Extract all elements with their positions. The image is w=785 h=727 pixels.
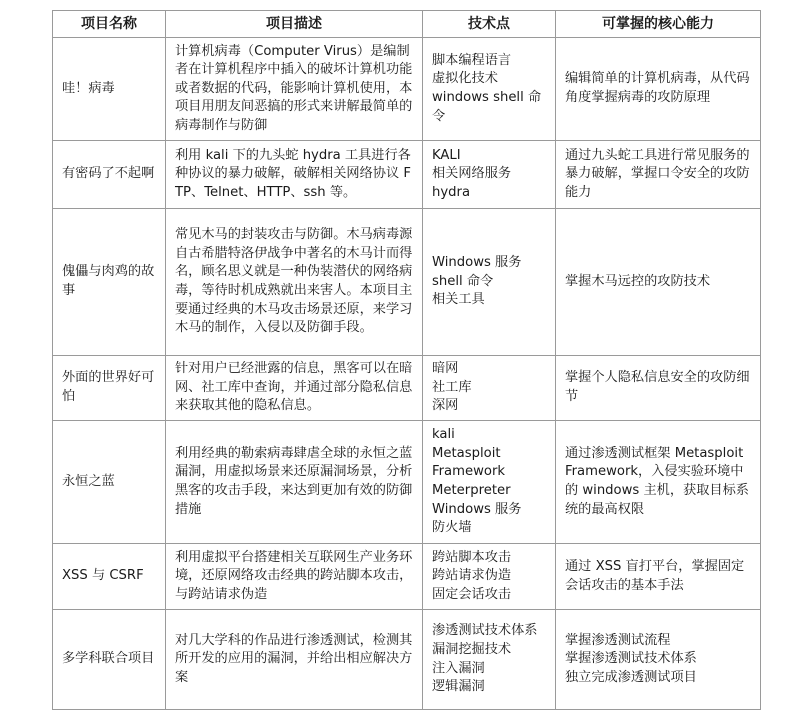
core-ability-cell: 编辑简单的计算机病毒，从代码角度掌握病毒的攻防原理 [556, 38, 761, 141]
project-name-cell: 永恒之蓝 [53, 421, 166, 544]
core-ability-cell: 通过九头蛇工具进行常见服务的暴力破解，掌握口令安全的攻防能力 [556, 141, 761, 209]
header-core-abilities: 可掌握的核心能力 [556, 11, 761, 38]
project-description-cell: 计算机病毒（Computer Virus）是编制者在计算机程序中插入的破坏计算机功能或者数据的代码，能影响计算机使用，本项目用朋友间恶搞的形式来讲解最简单的病毒制作与防御 [166, 38, 423, 141]
project-name-cell: 傀儡与肉鸡的故事 [53, 209, 166, 356]
project-description-cell: 常见木马的封装攻击与防御。木马病毒源自古希腊特洛伊战争中著名的木马计而得名，顾名思义就是一种伪装潜伏的网络病毒，等待时机成熟就出来害人。本项目主要通过经典的木马攻击场景还原，来学习木马的制作，入侵以及防御手段。 [166, 209, 423, 356]
tech-points-cell: 暗网 社工库 深网 [423, 356, 556, 421]
project-name-cell: 有密码了不起啊 [53, 141, 166, 209]
tech-points-cell: 跨站脚本攻击 跨站请求伪造 固定会话攻击 [423, 544, 556, 610]
table-body [53, 38, 761, 710]
table-row [53, 610, 761, 710]
core-ability-cell: 通过渗透测试框架 Metasploit Framework，入侵实验环境中的 windows 主机，获取目标系统的最高权限 [556, 421, 761, 544]
table-row [53, 356, 761, 421]
project-description-cell: 利用经典的勒索病毒肆虐全球的永恒之蓝漏洞，用虚拟场景来还原漏洞场景，分析黑客的攻击手段，来达到更加有效的防御措施 [166, 421, 423, 544]
project-name-cell: 哇！病毒 [53, 38, 166, 141]
project-name-cell: 多学科联合项目 [53, 610, 166, 710]
table-row [53, 544, 761, 610]
header-row [53, 11, 761, 38]
header-project-description: 项目描述 [166, 11, 423, 38]
tech-points-cell: 渗透测试技术体系 漏洞挖掘技术 注入漏洞 逻辑漏洞 [423, 610, 556, 710]
table-row [53, 38, 761, 141]
table-header [53, 11, 761, 38]
core-ability-cell: 掌握渗透测试流程 掌握渗透测试技术体系 独立完成渗透测试项目 [556, 610, 761, 710]
project-description-cell: 针对用户已经泄露的信息，黑客可以在暗网、社工库中查询，并通过部分隐私信息来获取其他的隐私信息。 [166, 356, 423, 421]
core-ability-cell: 掌握个人隐私信息安全的攻防细节 [556, 356, 761, 421]
tech-points-cell: Windows 服务 shell 命令 相关工具 [423, 209, 556, 356]
core-ability-cell: 掌握木马远控的攻防技术 [556, 209, 761, 356]
header-project-name: 项目名称 [53, 11, 166, 38]
project-table [52, 10, 761, 710]
project-table-container [52, 10, 760, 710]
project-description-cell: 利用 kali 下的九头蛇 hydra 工具进行各种协议的暴力破解，破解相关网络协议 FTP、Telnet、HTTP、ssh 等。 [166, 141, 423, 209]
table-row [53, 421, 761, 544]
table-row [53, 209, 761, 356]
table-row [53, 141, 761, 209]
tech-points-cell: KALI 相关网络服务 hydra [423, 141, 556, 209]
project-name-cell: 外面的世界好可怕 [53, 356, 166, 421]
tech-points-cell: 脚本编程语言 虚拟化技术 windows shell 命令 [423, 38, 556, 141]
project-description-cell: 对几大学科的作品进行渗透测试，检测其所开发的应用的漏洞，并给出相应解决方案 [166, 610, 423, 710]
project-description-cell: 利用虚拟平台搭建相关互联网生产业务环境，还原网络攻击经典的跨站脚本攻击，与跨站请求伪造 [166, 544, 423, 610]
core-ability-cell: 通过 XSS 盲打平台，掌握固定会话攻击的基本手法 [556, 544, 761, 610]
header-tech-points: 技术点 [423, 11, 556, 38]
project-name-cell: XSS 与 CSRF [53, 544, 166, 610]
tech-points-cell: kali Metasploit Framework Meterpreter Windows 服务 防火墙 [423, 421, 556, 544]
